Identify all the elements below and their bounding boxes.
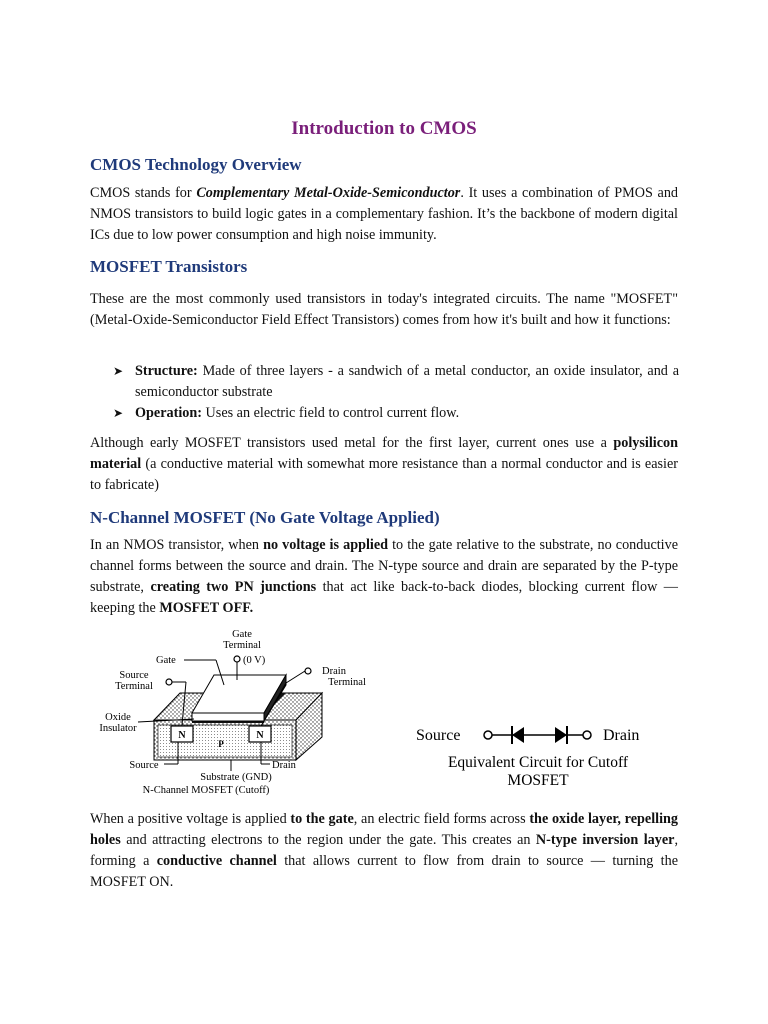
mosfet-paragraph: These are the most commonly used transistors in today's integrated circuits. The name "MOSFET"(Metal-Oxide-Semiconductor Field Effect Transistors) comes from how it's built and how it functions:: [90, 291, 678, 328]
source-terminal-label: Source: [119, 670, 149, 681]
section-heading-overview: CMOS Technology Overview: [90, 155, 302, 174]
gate-label: Gate: [156, 655, 176, 666]
list-item: ➤ Operation: Uses an electric field to control current flow.: [113, 403, 679, 424]
overview-paragraph: CMOS stands for Complementary Metal-Oxide-Semiconductor. It uses a combination of PMOS and NMOS transistors to build logic gates in a complementary fashion. It’s the backbone of modern digital ICs due to low power consumption and high noise immunity.: [90, 185, 679, 243]
page-title: Introduction to CMOS: [291, 118, 477, 139]
nchannel-paragraph: In an NMOS transistor, when no voltage is applied to the gate relative to the substrate, no conductive channel forms between the source and drain. The N-type source and drain are separated by the P-type substrate, creating two PN junctions that act like back-to-back diodes, blocking current flow — keeping the MOSFET OFF.: [90, 537, 679, 616]
gate-voltage-label: (0 V): [243, 655, 266, 666]
arrow-bullet-icon: ➤: [113, 364, 124, 378]
drain-terminal-label: Drain: [322, 666, 346, 677]
source-label: Source: [129, 760, 159, 771]
p-region-label: P: [218, 739, 224, 749]
section-heading-nchannel: N-Channel MOSFET (No Gate Voltage Applied): [90, 508, 440, 527]
oxide-label: Oxide: [105, 712, 131, 723]
oxide-label-2: Insulator: [99, 723, 137, 734]
source-terminal-label-2: Terminal: [115, 681, 153, 692]
gate-terminal-label: Gate: [232, 629, 252, 640]
mosfet-bullet-list: [113, 361, 679, 424]
diode-right-icon: [555, 727, 567, 743]
figure-caption: N-Channel MOSFET (Cutoff): [142, 785, 270, 796]
n-region-left-label: N: [178, 730, 186, 741]
arrow-bullet-icon: ➤: [113, 406, 124, 420]
circuit-caption-line-1: Equivalent Circuit for Cutoff: [447, 754, 629, 771]
list-item: ➤ Structure: Made of three layers - a sandwich of a metal conductor, an oxide insulator, and a semiconductor substrate: [113, 363, 679, 400]
equivalent-circuit-diagram: [410, 715, 680, 795]
n-region-right-label: N: [256, 730, 264, 741]
circuit-caption-line-2: MOSFET: [507, 772, 569, 789]
gate-terminal-label-2: Terminal: [223, 640, 261, 651]
diode-left-icon: [512, 727, 524, 743]
gate-voltage-paragraph: When a positive voltage is applied to the gate, an electric field forms across the oxide layer, repelling holes and attracting electrons to the region under the gate. This creates an N-type inversion layer, forming a conductive channel that allows current to flow from drain to source — turning the MOSFET ON.: [90, 811, 679, 890]
drain-label: Drain: [272, 760, 296, 771]
circuit-drain-label: Drain: [603, 727, 640, 744]
nmos-cutoff-diagram: [96, 625, 386, 800]
polysilicon-paragraph: Although early MOSFET transistors used metal for the first layer, current ones use a polysilicon material (a conductive material with somewhat more resistance than a normal conductor and is easier to fabricate): [90, 435, 678, 493]
drain-terminal-label-2: Terminal: [328, 677, 366, 688]
circuit-source-label: Source: [416, 727, 461, 744]
section-heading-mosfet: MOSFET Transistors: [90, 257, 248, 276]
substrate-label: Substrate (GND): [200, 772, 272, 783]
